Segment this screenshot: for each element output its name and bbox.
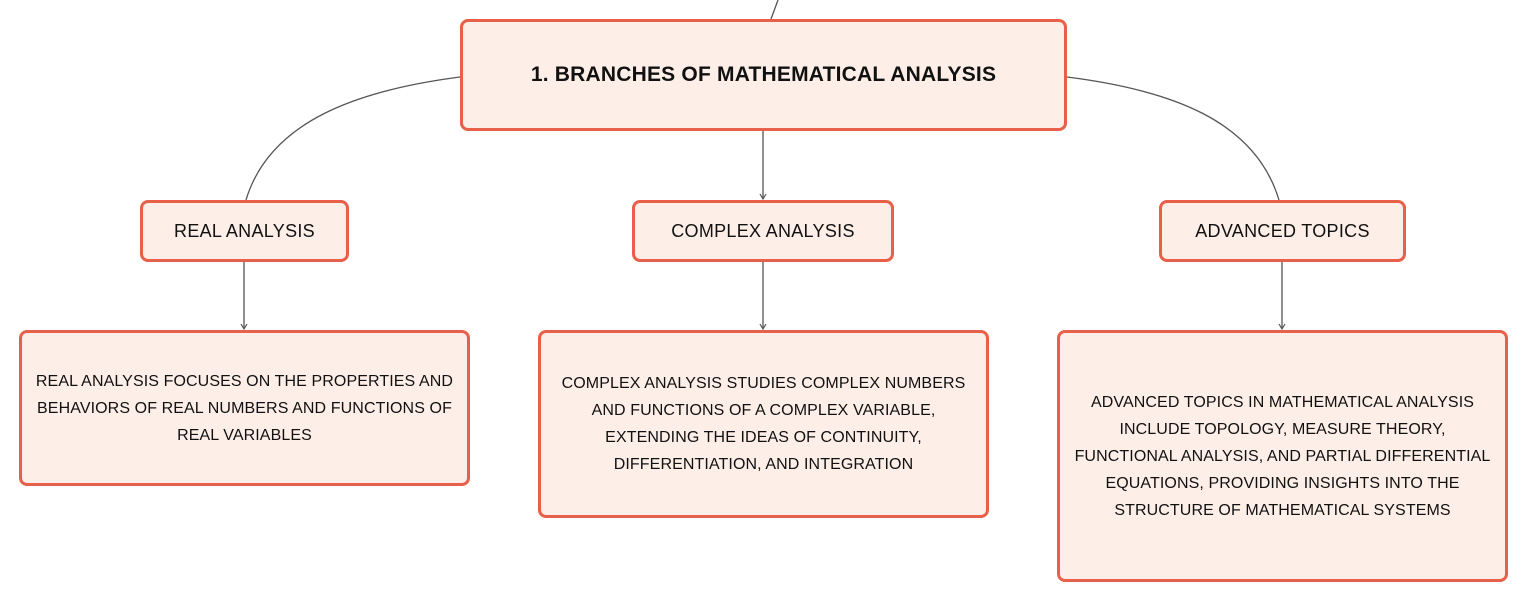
branch-node-complex-analysis[interactable] bbox=[632, 200, 894, 262]
description-node-advanced-topics[interactable] bbox=[1057, 330, 1508, 582]
description-text-real-analysis: REAL ANALYSIS FOCUSES ON THE PROPERTIES AND BEHAVIORS OF REAL NUMBERS AND FUNCTIONS OF REAL VARIABLES bbox=[35, 372, 454, 444]
branch-node-advanced-topics[interactable] bbox=[1159, 200, 1406, 262]
branch-label-complex-analysis: COMPLEX ANALYSIS bbox=[671, 220, 855, 241]
description-node-real-analysis[interactable] bbox=[19, 330, 470, 486]
connector-root-to-real-analysis bbox=[246, 77, 460, 200]
description-text-complex-analysis: COMPLEX ANALYSIS STUDIES COMPLEX NUMBERS AND FUNCTIONS OF A COMPLEX VARIABLE, EXTENDING THE IDEAS OF CONTINUITY, DIFFERENTIATION, AND INTEGRATION bbox=[561, 375, 966, 473]
connector-root-to-advanced-topics bbox=[1067, 77, 1279, 200]
branch-node-real-analysis[interactable] bbox=[140, 200, 349, 262]
description-node-complex-analysis[interactable] bbox=[538, 330, 989, 518]
branch-label-advanced-topics: ADVANCED TOPICS bbox=[1195, 220, 1370, 241]
root-topic-node[interactable] bbox=[460, 19, 1067, 131]
description-text-advanced-topics: ADVANCED TOPICS IN MATHEMATICAL ANALYSIS INCLUDE TOPOLOGY, MEASURE THEORY, FUNCTIONAL ANALYSIS, AND PARTIAL DIFFERENTIAL EQUATIONS, PROVIDING INSIGHTS INTO THE STRUCTURE OF MATHEMATICAL SYSTEMS bbox=[1074, 393, 1491, 519]
connector-parent-to-root bbox=[771, 0, 778, 19]
branch-label-real-analysis: REAL ANALYSIS bbox=[174, 220, 315, 241]
root-topic-label: 1. BRANCHES OF MATHEMATICAL ANALYSIS bbox=[530, 63, 997, 86]
